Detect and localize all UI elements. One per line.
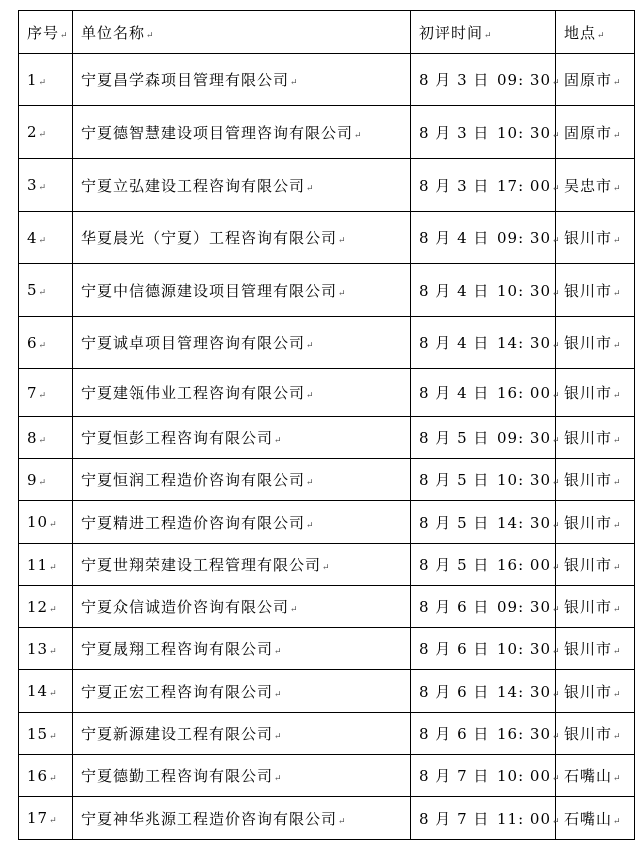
paragraph-mark-icon: ↵: [552, 130, 560, 141]
paragraph-mark-icon: ↵: [613, 391, 621, 401]
cell-clock: 10: 30: [497, 640, 551, 658]
cell-clock: 16: 00: [497, 556, 551, 574]
cell-time: [411, 755, 560, 797]
paragraph-mark-icon: ↵: [49, 520, 57, 530]
cell-date: 8 月 6 日: [419, 598, 490, 616]
cell-no: 13↵: [19, 628, 73, 670]
paragraph-mark-icon: ↵: [322, 563, 330, 573]
table-row: [19, 628, 635, 670]
cell-date: 8 月 7 日: [419, 767, 490, 785]
cell-time: [411, 212, 560, 264]
cell-time: [411, 797, 560, 840]
header-name: 单位名称↵: [73, 11, 411, 54]
cell-name: 宁夏众信诚造价咨询有限公司↵: [73, 586, 411, 628]
paragraph-mark-icon: ↵: [49, 646, 57, 657]
cell-name: 宁夏正宏工程咨询有限公司↵: [73, 670, 411, 713]
cell-no: 8↵: [19, 417, 73, 459]
table-row: [19, 713, 635, 755]
cell-date: 8 月 5 日: [419, 471, 490, 489]
paragraph-mark-icon: ↵: [613, 341, 621, 351]
cell-time: [411, 106, 560, 159]
cell-name: 宁夏中信德源建设项目管理有限公司↵: [73, 264, 411, 317]
cell-date: 8 月 7 日: [419, 809, 490, 828]
cell-name: 宁夏晟翔工程咨询有限公司↵: [73, 628, 411, 670]
cell-date: 8 月 6 日: [419, 725, 490, 743]
table-row: [19, 797, 635, 840]
paragraph-mark-icon: ↵: [38, 435, 47, 446]
review-schedule-table: [18, 10, 635, 840]
cell-name: 华夏晨光（宁夏）工程咨询有限公司↵: [73, 212, 411, 264]
cell-place: 石嘴山↵: [556, 797, 635, 840]
cell-no: 3↵: [19, 159, 73, 212]
paragraph-mark-icon: ↵: [552, 341, 560, 351]
paragraph-mark-icon: ↵: [613, 605, 621, 615]
paragraph-mark-icon: ↵: [38, 183, 47, 193]
cell-time: [411, 317, 560, 369]
paragraph-mark-icon: ↵: [306, 478, 314, 488]
paragraph-mark-icon: ↵: [49, 731, 57, 742]
paragraph-mark-icon: ↵: [306, 183, 314, 194]
header-row: [19, 11, 635, 54]
cell-clock: 09: 30: [497, 429, 551, 447]
paragraph-mark-icon: ↵: [552, 774, 560, 784]
cell-time: [411, 586, 560, 628]
paragraph-mark-icon: ↵: [49, 816, 57, 826]
paragraph-mark-icon: ↵: [613, 520, 621, 531]
cell-place: 银川市↵: [556, 264, 635, 317]
paragraph-mark-icon: ↵: [552, 647, 560, 657]
cell-place: 银川市↵: [556, 317, 635, 369]
cell-name: 宁夏神华兆源工程造价咨询有限公司↵: [73, 797, 411, 840]
paragraph-mark-icon: ↵: [613, 436, 621, 446]
table-row: [19, 544, 635, 586]
cell-time: [411, 54, 560, 106]
cell-time: [411, 501, 560, 544]
paragraph-mark-icon: ↵: [338, 288, 346, 299]
cell-no: 11↵: [19, 544, 73, 586]
paragraph-mark-icon: ↵: [552, 478, 560, 488]
cell-time: [411, 628, 560, 670]
table-row: [19, 159, 635, 212]
cell-place: 银川市↵: [556, 459, 635, 501]
paragraph-mark-icon: ↵: [306, 341, 314, 351]
cell-name: 宁夏诚卓项目管理咨询有限公司↵: [73, 317, 411, 369]
paragraph-mark-icon: ↵: [49, 773, 57, 784]
paragraph-mark-icon: ↵: [613, 647, 621, 657]
cell-date: 8 月 5 日: [419, 556, 490, 574]
paragraph-mark-icon: ↵: [38, 340, 47, 351]
paragraph-mark-icon: ↵: [290, 78, 298, 88]
paragraph-mark-icon: ↵: [49, 562, 57, 573]
cell-clock: 17: 00: [497, 176, 551, 195]
cell-time: [411, 459, 560, 501]
cell-no: 1↵: [19, 54, 73, 106]
paragraph-mark-icon: ↵: [552, 236, 560, 246]
cell-no: 4↵: [19, 212, 73, 264]
paragraph-mark-icon: ↵: [146, 30, 154, 41]
table-row: [19, 586, 635, 628]
paragraph-mark-icon: ↵: [613, 236, 621, 246]
paragraph-mark-icon: ↵: [274, 689, 282, 700]
paragraph-mark-icon: ↵: [613, 183, 621, 194]
cell-place: 银川市↵: [556, 369, 635, 417]
cell-clock: 09: 30: [497, 598, 551, 616]
cell-date: 8 月 6 日: [419, 682, 490, 701]
table-body: [19, 54, 635, 840]
cell-place: 石嘴山↵: [556, 755, 635, 797]
paragraph-mark-icon: ↵: [38, 77, 47, 88]
cell-name: 宁夏恒润工程造价咨询有限公司↵: [73, 459, 411, 501]
cell-no: 16↵: [19, 755, 73, 797]
paragraph-mark-icon: ↵: [552, 689, 560, 700]
paragraph-mark-icon: ↵: [613, 478, 621, 488]
table-row: [19, 54, 635, 106]
cell-place: 吴忠市↵: [556, 159, 635, 212]
paragraph-mark-icon: ↵: [306, 391, 314, 401]
cell-date: 8 月 3 日: [419, 71, 490, 89]
cell-no: 5↵: [19, 264, 73, 317]
cell-time: [411, 417, 560, 459]
paragraph-mark-icon: ↵: [484, 30, 492, 41]
table-row: [19, 212, 635, 264]
cell-date: 8 月 3 日: [419, 176, 490, 195]
paragraph-mark-icon: ↵: [274, 436, 282, 446]
paragraph-mark-icon: ↵: [38, 390, 47, 401]
cell-place: 银川市↵: [556, 501, 635, 544]
cell-no: 10↵: [19, 501, 73, 544]
paragraph-mark-icon: ↵: [597, 30, 605, 41]
cell-clock: 11: 00: [497, 809, 551, 828]
paragraph-mark-icon: ↵: [613, 689, 621, 700]
cell-place: 银川市↵: [556, 417, 635, 459]
cell-place: 银川市↵: [556, 670, 635, 713]
paragraph-mark-icon: ↵: [552, 78, 560, 88]
cell-no: 14↵: [19, 670, 73, 713]
table-row: [19, 264, 635, 317]
cell-clock: 09: 30: [497, 71, 551, 89]
paragraph-mark-icon: ↵: [38, 477, 47, 488]
paragraph-mark-icon: ↵: [290, 605, 298, 615]
cell-clock: 16: 00: [497, 384, 551, 402]
paragraph-mark-icon: ↵: [306, 520, 314, 531]
cell-place: 银川市↵: [556, 544, 635, 586]
cell-time: [411, 544, 560, 586]
cell-clock: 09: 30: [497, 229, 551, 247]
table-row: [19, 369, 635, 417]
cell-time: [411, 369, 560, 417]
cell-name: 宁夏精进工程造价咨询有限公司↵: [73, 501, 411, 544]
cell-clock: 14: 30: [497, 513, 551, 532]
cell-name: 宁夏新源建设工程有限公司↵: [73, 713, 411, 755]
paragraph-mark-icon: ↵: [613, 130, 621, 141]
cell-clock: 14: 30: [497, 334, 551, 352]
paragraph-mark-icon: ↵: [49, 604, 57, 615]
cell-place: 银川市↵: [556, 212, 635, 264]
table-row: [19, 459, 635, 501]
cell-no: 2↵: [19, 106, 73, 159]
cell-name: 宁夏昌学森项目管理有限公司↵: [73, 54, 411, 106]
cell-date: 8 月 3 日: [419, 123, 490, 142]
table-row: [19, 106, 635, 159]
table-row: [19, 417, 635, 459]
paragraph-mark-icon: ↵: [338, 816, 346, 827]
cell-date: 8 月 4 日: [419, 229, 490, 247]
paragraph-mark-icon: ↵: [274, 647, 282, 657]
paragraph-mark-icon: ↵: [552, 436, 560, 446]
header-time: 初评时间↵: [411, 11, 556, 54]
header-no: 序号↵: [19, 11, 73, 54]
paragraph-mark-icon: ↵: [552, 605, 560, 615]
cell-clock: 16: 30: [497, 725, 551, 743]
cell-time: [411, 159, 560, 212]
cell-no: 6↵: [19, 317, 73, 369]
cell-no: 7↵: [19, 369, 73, 417]
paragraph-mark-icon: ↵: [38, 288, 47, 298]
cell-clock: 10: 00: [497, 767, 551, 785]
cell-time: [411, 713, 560, 755]
cell-no: 12↵: [19, 586, 73, 628]
cell-place: 银川市↵: [556, 628, 635, 670]
cell-no: 17↵: [19, 797, 73, 840]
paragraph-mark-icon: ↵: [613, 288, 621, 299]
paragraph-mark-icon: ↵: [552, 732, 560, 742]
paragraph-mark-icon: ↵: [274, 732, 282, 742]
cell-date: 8 月 4 日: [419, 281, 490, 300]
paragraph-mark-icon: ↵: [613, 732, 621, 742]
paragraph-mark-icon: ↵: [60, 30, 68, 41]
cell-name: 宁夏世翔荣建设工程管理有限公司↵: [73, 544, 411, 586]
paragraph-mark-icon: ↵: [613, 774, 621, 784]
cell-name: 宁夏恒彭工程咨询有限公司↵: [73, 417, 411, 459]
paragraph-mark-icon: ↵: [38, 130, 47, 140]
paragraph-mark-icon: ↵: [552, 391, 560, 401]
cell-name: 宁夏德勤工程咨询有限公司↵: [73, 755, 411, 797]
paragraph-mark-icon: ↵: [552, 288, 560, 299]
paragraph-mark-icon: ↵: [354, 130, 362, 141]
paragraph-mark-icon: ↵: [613, 816, 621, 827]
table-row: [19, 755, 635, 797]
cell-place: 银川市↵: [556, 586, 635, 628]
cell-clock: 10: 30: [497, 123, 551, 142]
cell-name: 宁夏建瓴伟业工程咨询有限公司↵: [73, 369, 411, 417]
cell-place: 银川市↵: [556, 713, 635, 755]
cell-date: 8 月 4 日: [419, 384, 490, 402]
paragraph-mark-icon: ↵: [552, 520, 560, 531]
cell-time: [411, 264, 560, 317]
cell-no: 15↵: [19, 713, 73, 755]
paragraph-mark-icon: ↵: [38, 235, 47, 246]
cell-date: 8 月 6 日: [419, 640, 490, 658]
cell-time: [411, 670, 560, 713]
cell-date: 8 月 5 日: [419, 513, 490, 532]
table-row: [19, 501, 635, 544]
table-row: [19, 670, 635, 713]
cell-name: 宁夏德智慧建设项目管理咨询有限公司↵: [73, 106, 411, 159]
cell-clock: 10: 30: [497, 281, 551, 300]
cell-name: 宁夏立弘建设工程咨询有限公司↵: [73, 159, 411, 212]
paragraph-mark-icon: ↵: [552, 183, 560, 194]
header-place: 地点↵: [556, 11, 635, 54]
paragraph-mark-icon: ↵: [274, 774, 282, 784]
paragraph-mark-icon: ↵: [613, 563, 621, 573]
paragraph-mark-icon: ↵: [552, 563, 560, 573]
paragraph-mark-icon: ↵: [338, 236, 346, 246]
cell-no: 9↵: [19, 459, 73, 501]
cell-date: 8 月 4 日: [419, 334, 490, 352]
paragraph-mark-icon: ↵: [49, 689, 57, 699]
table-row: [19, 317, 635, 369]
cell-clock: 14: 30: [497, 682, 551, 701]
paragraph-mark-icon: ↵: [552, 816, 560, 827]
cell-clock: 10: 30: [497, 471, 551, 489]
cell-date: 8 月 5 日: [419, 429, 490, 447]
paragraph-mark-icon: ↵: [613, 78, 621, 88]
cell-place: 固原市↵: [556, 54, 635, 106]
cell-place: 固原市↵: [556, 106, 635, 159]
